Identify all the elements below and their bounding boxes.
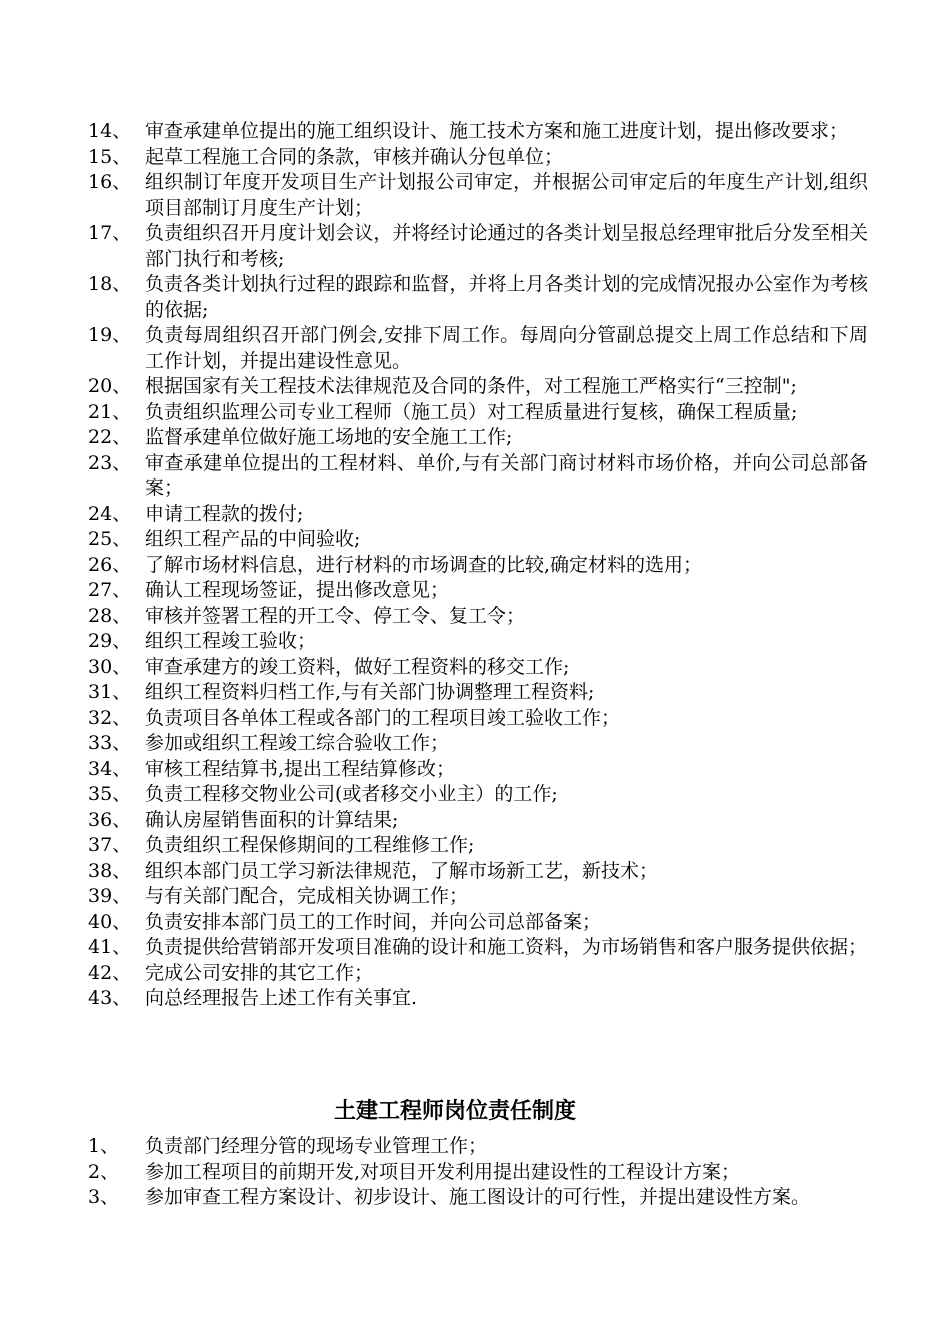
list-item: [88, 808, 868, 834]
item-text: 审核工程结算书,提出工程结算修改；: [145, 757, 456, 780]
list-item: [88, 425, 868, 451]
item-text: 确认房屋销售面积的计算结果;: [145, 808, 399, 831]
item-text: 审查承建单位提出的工程材料、单价,与有关部门商讨材料市场价格，并向公司总部备案；: [145, 451, 868, 499]
item-number: 19、: [88, 324, 132, 346]
item-text: 审查承建方的竣工资料，做好工程资料的移交工作;: [145, 655, 570, 678]
item-text: 参加审查工程方案设计、初步设计、施工图设计的可行性，并提出建设性方案。: [145, 1186, 811, 1208]
item-number: 15、: [88, 145, 132, 168]
item-number: 1、: [88, 1135, 120, 1157]
list-item: [88, 323, 868, 374]
item-text: 申请工程款的拨付;: [145, 502, 304, 525]
item-text: 组织工程资料归档工作,与有关部门协调整理工程资料;: [145, 681, 595, 703]
item-text: 负责部门经理分管的现场专业管理工作；: [145, 1135, 488, 1157]
item-number: 25、: [88, 528, 132, 550]
item-text: 负责工程移交物业公司(或者移交小业主）的工作;: [145, 783, 558, 805]
item-text: 负责组织召开月度计划会议，并将经讨论通过的各类计划呈报总经理审批后分发至相关部门执行和考核;: [145, 222, 868, 270]
item-number: 43、: [88, 987, 132, 1009]
list-item: [88, 629, 868, 655]
list-item: [88, 221, 868, 272]
item-number: 17、: [88, 222, 132, 244]
item-number: 42、: [88, 961, 132, 984]
item-number: 3、: [88, 1186, 120, 1208]
list-item: [88, 680, 868, 706]
list-item: [88, 706, 868, 732]
list-item: [88, 833, 868, 859]
item-number: 31、: [88, 681, 132, 703]
item-text: 根据国家有关工程技术法律规范及合同的条件，对工程施工严格实行“三控制";: [145, 375, 797, 397]
list-item: [88, 1134, 868, 1160]
item-text: 负责每周组织召开部门例会,安排下周工作。每周向分管副总提交上周工作总结和下周工作计划，并提出建设性意见。: [145, 324, 868, 372]
list-item: [88, 451, 868, 502]
list-item: [88, 170, 868, 221]
item-text: 参加或组织工程竣工综合验收工作；: [145, 732, 450, 754]
item-number: 23、: [88, 451, 132, 474]
item-text: 负责项目各单体工程或各部门的工程项目竣工验收工作；: [145, 706, 621, 729]
item-number: 26、: [88, 553, 132, 576]
list-item: [88, 553, 868, 579]
list-item: [88, 961, 868, 987]
item-number: 34、: [88, 757, 132, 780]
list-item: [88, 655, 868, 681]
list-item: [88, 578, 868, 604]
item-number: 39、: [88, 885, 132, 907]
item-number: 41、: [88, 936, 132, 958]
item-number: 36、: [88, 808, 132, 831]
item-number: 28、: [88, 604, 132, 627]
section-heading: 土建工程师岗位责任制度: [333, 1098, 576, 1124]
item-number: 40、: [88, 910, 132, 933]
list-item: [88, 119, 868, 145]
item-number: 29、: [88, 630, 132, 652]
list-item: [88, 757, 868, 783]
list-item: [88, 731, 868, 757]
list-item: [88, 935, 868, 961]
item-number: 14、: [88, 120, 132, 142]
item-number: 16、: [88, 171, 132, 193]
list-item: [88, 604, 868, 630]
item-number: 2、: [88, 1160, 120, 1183]
item-text: 组织工程竣工验收；: [145, 630, 317, 652]
item-number: 24、: [88, 502, 132, 525]
item-text: 确认工程现场签证，提出修改意见；: [145, 579, 450, 601]
list-item: [88, 502, 868, 528]
item-text: 负责各类计划执行过程的跟踪和监督，并将上月各类计划的完成情况报办公室作为考核的依据;: [145, 273, 868, 321]
item-text: 审核并签署工程的开工令、停工令、复工令；: [145, 604, 526, 627]
item-text: 负责组织工程保修期间的工程维修工作;: [145, 834, 475, 856]
list-item: [88, 527, 868, 553]
item-text: 审查承建单位提出的施工组织设计、施工技术方案和施工进度计划，提出修改要求；: [145, 120, 849, 142]
item-number: 22、: [88, 426, 132, 448]
list-item: [88, 986, 868, 1012]
item-text: 了解市场材料信息，进行材料的市场调查的比较,确定材料的选用；: [145, 553, 703, 576]
item-number: 21、: [88, 400, 132, 423]
item-number: 30、: [88, 655, 132, 678]
item-number: 32、: [88, 706, 132, 729]
item-number: 33、: [88, 732, 132, 754]
item-text: 向总经理报告上述工作有关事宜.: [145, 987, 418, 1009]
item-text: 组织制订年度开发项目生产计划报公司审定，并根据公司审定后的年度生产计划,组织项目部制订月度生产计划；: [145, 171, 868, 219]
item-text: 负责提供给营销部开发项目准确的设计和施工资料，为市场销售和客户服务提供依据；: [145, 936, 868, 958]
list-item: [88, 145, 868, 171]
duty-list-continued: [88, 119, 868, 1012]
item-text: 参加工程项目的前期开发,对项目开发利用提出建设性的工程设计方案；: [145, 1160, 741, 1183]
item-text: 负责组织监理公司专业工程师（施工员）对工程质量进行复核，确保工程质量;: [145, 400, 798, 423]
civil-engineer-duty-list: [88, 1134, 868, 1211]
item-text: 监督承建单位做好施工场地的安全施工工作;: [145, 426, 513, 448]
item-text: 组织工程产品的中间验收;: [145, 528, 361, 550]
item-number: 37、: [88, 834, 132, 856]
item-number: 18、: [88, 273, 132, 295]
list-item: [88, 272, 868, 323]
item-text: 组织本部门员工学习新法律规范，了解市场新工艺，新技术；: [145, 859, 659, 882]
item-text: 起草工程施工合同的条款，审核并确认分包单位；: [145, 145, 564, 168]
list-item: [88, 1160, 868, 1186]
item-number: 38、: [88, 859, 132, 882]
list-item: [88, 400, 868, 426]
list-item: [88, 374, 868, 400]
item-text: 负责安排本部门员工的工作时间，并向公司总部备案；: [145, 910, 602, 933]
item-number: 20、: [88, 375, 132, 397]
list-item: [88, 910, 868, 936]
list-item: [88, 782, 868, 808]
item-text: 完成公司安排的其它工作；: [145, 961, 374, 984]
list-item: [88, 859, 868, 885]
list-item: [88, 1185, 868, 1211]
item-text: 与有关部门配合，完成相关协调工作；: [145, 885, 469, 907]
item-number: 35、: [88, 783, 132, 805]
list-item: [88, 884, 868, 910]
item-number: 27、: [88, 579, 132, 601]
